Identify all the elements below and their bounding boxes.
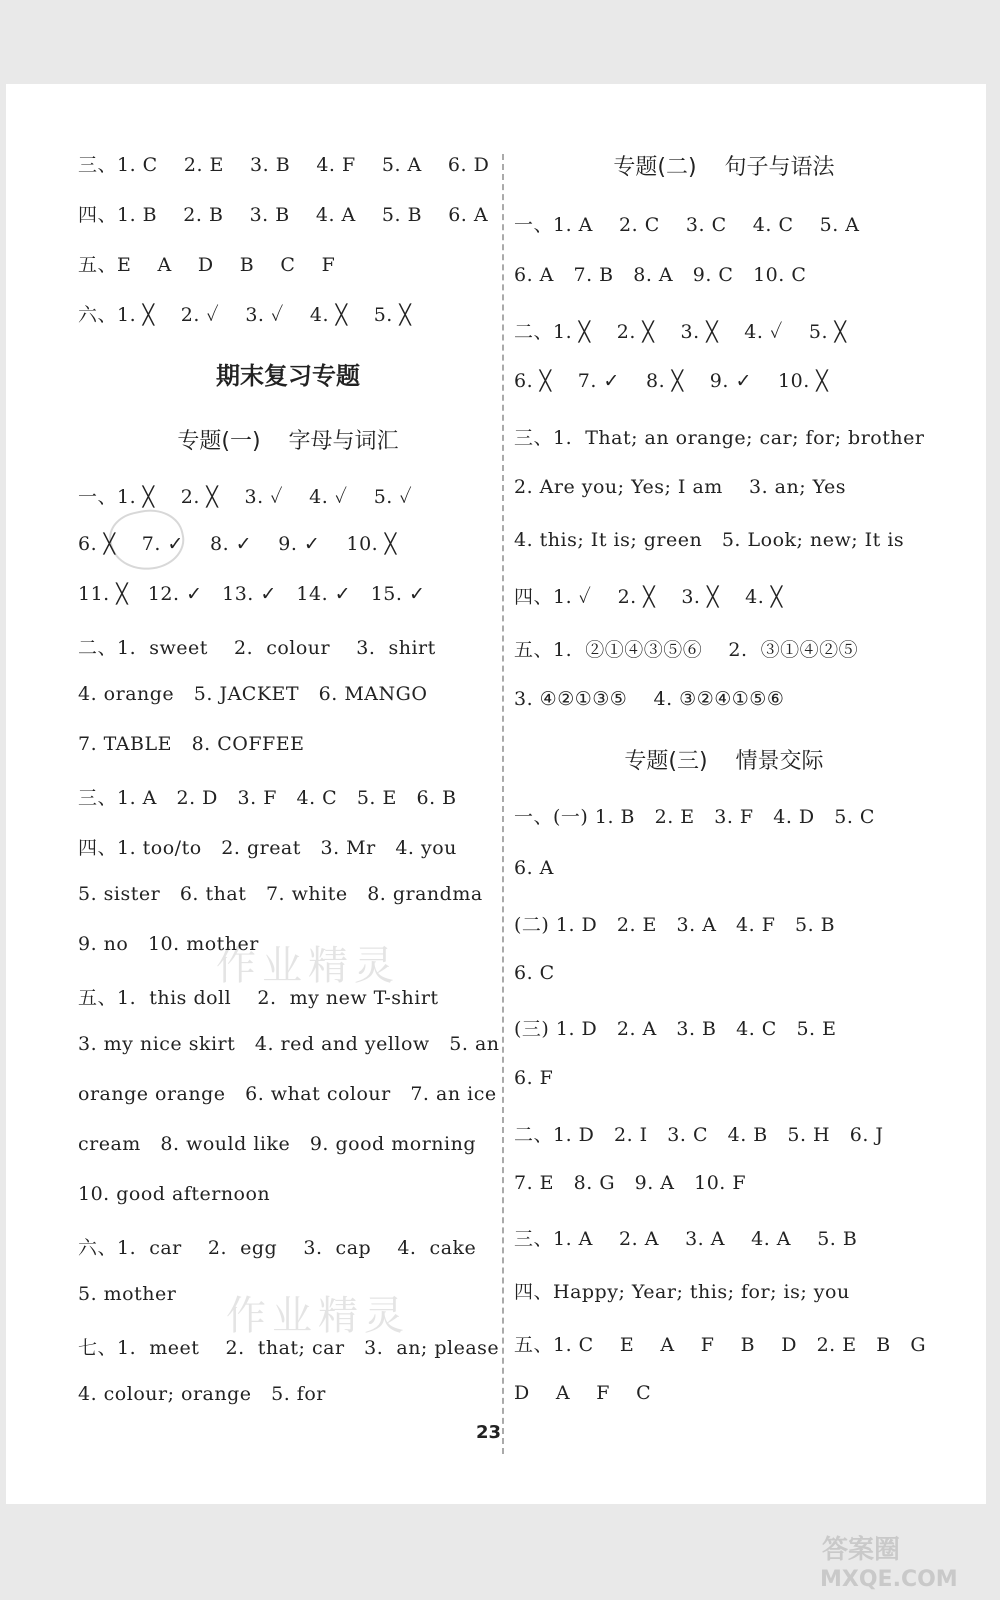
answer-line: 5. mother [78,1283,177,1305]
answer-line: orange orange 6. what colour 7. an ice [78,1083,497,1105]
site-logo [812,1528,982,1594]
answer-line: 4. orange 5. JACKET 6. MANGO [78,683,428,705]
answer-line: 三、1. That; an orange; car; for; brother [514,427,925,449]
answer-line: 四、Happy; Year; this; for; is; you [514,1281,850,1303]
answer-line: 四、1. too/to 2. great 3. Mr 4. you [78,837,457,859]
answer-line: 3. ④②①③⑤ 4. ③②④①⑤⑥ [514,688,785,710]
answer-line: 6. A [514,857,554,879]
answer-line: 6. C [514,962,555,984]
answer-line: 五、1. this doll 2. my new T-shirt [78,987,439,1009]
answer-line: 一、1. A 2. C 3. C 4. C 5. A [514,214,860,236]
answer-line: (三) 1. D 2. A 3. B 4. C 5. E [514,1018,837,1040]
answer-line: 六、1. car 2. egg 3. cap 4. cake [78,1237,477,1259]
answer-line: 四、1. ✓ 2. ╳ 3. ╳ 4. ╳ [514,586,783,608]
answer-page [6,84,986,1504]
answer-line: (二) 1. D 2. E 3. A 4. F 5. B [514,914,836,936]
answer-line: 4. colour; orange 5. for [78,1383,326,1405]
answer-line: 2. Are you; Yes; I am 3. an; Yes [514,476,847,498]
answer-line: 五、E A D B C F [78,254,336,276]
answer-line: 六、1. ╳ 2. ✓ 3. ✓ 4. ╳ 5. ╳ [78,304,412,326]
section-title: 专题(一) 字母与词汇 [177,429,399,454]
answer-line: D A F C [514,1382,652,1404]
page-number: 23 [476,1422,502,1443]
answer-line: 7. TABLE 8. COFFEE [78,733,305,755]
answer-line: 4. this; It is; green 5. Look; new; It is [514,529,905,551]
svg-text:答案圈: 答案圈 [822,1535,901,1565]
answer-line: 11. ╳ 12. ✓ 13. ✓ 14. ✓ 15. ✓ [78,583,426,605]
answer-line: 一、1. ╳ 2. ╳ 3. ✓ 4. ✓ 5. ✓ [78,486,413,508]
answer-line: 四、1. B 2. B 3. B 4. A 5. B 6. A [78,204,489,226]
answer-line: 七、1. meet 2. that; car 3. an; please [78,1337,500,1359]
answer-line: 三、1. A 2. D 3. F 4. C 5. E 6. B [78,787,457,809]
answer-line: 6. A 7. B 8. A 9. C 10. C [514,264,807,286]
answer-line: 二、1. sweet 2. colour 3. shirt [78,637,436,659]
section-title: 专题(二) 句子与语法 [613,155,835,180]
answer-line: 7. E 8. G 9. A 10. F [514,1172,747,1194]
answer-line: 5. sister 6. that 7. white 8. grandma [78,883,483,905]
svg-text:MXQE.COM: MXQE.COM [820,1567,958,1592]
answer-line: 3. my nice skirt 4. red and yellow 5. an [78,1033,500,1055]
answer-line: 6. F [514,1067,554,1089]
watermark: 作业精灵 [226,1293,410,1339]
answer-line: 五、1. ②①④③⑤⑥ 2. ③①④②⑤ [514,639,859,661]
section-title: 专题(三) 情景交际 [624,749,824,774]
answer-line: 10. good afternoon [78,1183,271,1205]
answer-line: 二、1. ╳ 2. ╳ 3. ╳ 4. ✓ 5. ╳ [514,321,847,343]
answer-line: 三、1. A 2. A 3. A 4. A 5. B [514,1228,858,1250]
answer-line: 6. ╳ 7. ✓ 8. ╳ 9. ✓ 10. ╳ [514,370,829,392]
main-title: 期末复习专题 [216,362,360,390]
answer-line: 三、1. C 2. E 3. B 4. F 5. A 6. D [78,154,490,176]
answer-line: 6. ╳ 7. ✓ 8. ✓ 9. ✓ 10. ╳ [78,533,397,555]
watermark: 作业精灵 [216,943,400,989]
answer-line: 二、1. D 2. I 3. C 4. B 5. H 6. J [514,1124,884,1146]
answer-line: 9. no 10. mother [78,933,259,955]
column-divider [502,154,504,1454]
answer-line: cream 8. would like 9. good morning [78,1133,477,1155]
answer-line: 一、(一) 1. B 2. E 3. F 4. D 5. C [514,806,875,828]
answer-line: 五、1. C E A F B D 2. E B G [514,1334,926,1356]
